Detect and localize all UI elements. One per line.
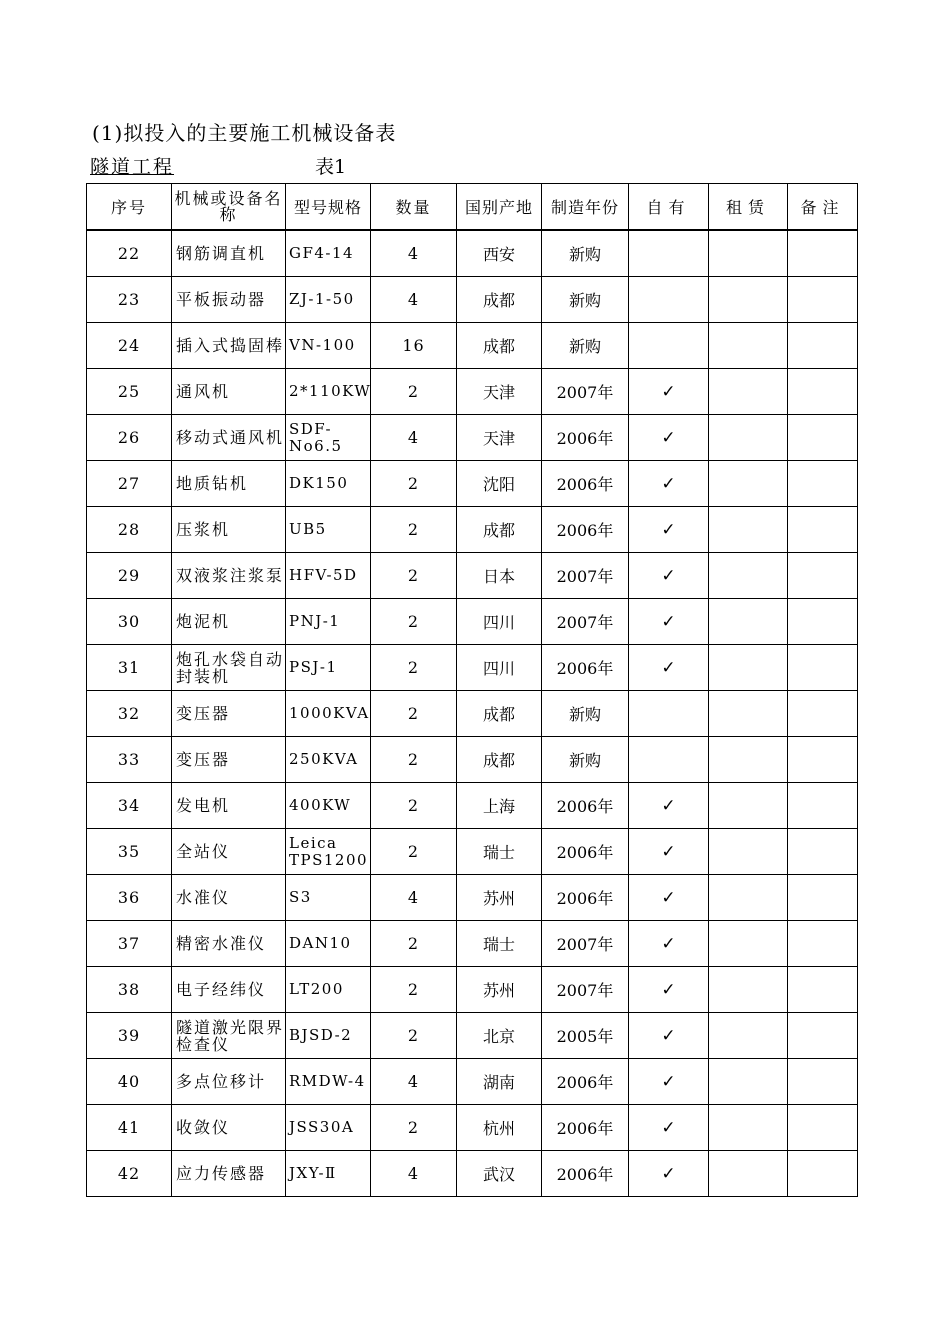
- cell-origin: 杭州: [457, 1105, 542, 1151]
- cell-own-check: ✓: [629, 921, 709, 967]
- cell-name: 地质钻机: [172, 461, 286, 507]
- cell-lease: [709, 277, 788, 323]
- cell-lease: [709, 415, 788, 461]
- cell-lease: [709, 783, 788, 829]
- cell-year: 2007年: [542, 369, 629, 415]
- cell-model: 250KVA: [286, 737, 371, 783]
- cell-model: ZJ-1-50: [286, 277, 371, 323]
- header-seq: 序号: [87, 184, 172, 231]
- cell-model: UB5: [286, 507, 371, 553]
- cell-model: S3: [286, 875, 371, 921]
- table-row: [87, 1151, 858, 1197]
- cell-name: 发电机: [172, 783, 286, 829]
- cell-note: [788, 737, 858, 783]
- cell-own-check: ✓: [629, 967, 709, 1013]
- cell-origin: 四川: [457, 599, 542, 645]
- cell-qty: 2: [371, 461, 457, 507]
- cell-name: 隧道激光限界检查仪: [172, 1013, 286, 1059]
- cell-year: 新购: [542, 323, 629, 369]
- cell-year: 2006年: [542, 829, 629, 875]
- cell-seq: 26: [87, 415, 172, 461]
- cell-qty: 2: [371, 507, 457, 553]
- cell-note: [788, 967, 858, 1013]
- table-row: [87, 415, 858, 461]
- table-number: 表1: [315, 156, 347, 178]
- cell-name: 水准仪: [172, 875, 286, 921]
- cell-origin: 武汉: [457, 1151, 542, 1197]
- cell-model: SDF-No6.5: [286, 415, 371, 461]
- cell-model: PSJ-1: [286, 645, 371, 691]
- cell-qty: 2: [371, 1105, 457, 1151]
- table-row: [87, 967, 858, 1013]
- cell-note: [788, 415, 858, 461]
- cell-own-check: [629, 737, 709, 783]
- table-row: [87, 645, 858, 691]
- cell-own-check: ✓: [629, 369, 709, 415]
- cell-qty: 4: [371, 230, 457, 277]
- cell-lease: [709, 691, 788, 737]
- cell-model: GF4-14: [286, 230, 371, 277]
- document-title: (1)拟投入的主要施工机械设备表: [92, 121, 397, 145]
- cell-year: 2006年: [542, 461, 629, 507]
- cell-own-check: ✓: [629, 599, 709, 645]
- header-own: 自有: [629, 184, 709, 231]
- cell-own-check: ✓: [629, 829, 709, 875]
- cell-model: LT200: [286, 967, 371, 1013]
- cell-qty: 16: [371, 323, 457, 369]
- cell-seq: 25: [87, 369, 172, 415]
- cell-seq: 31: [87, 645, 172, 691]
- cell-name: 炮泥机: [172, 599, 286, 645]
- cell-seq: 41: [87, 1105, 172, 1151]
- cell-name: 精密水准仪: [172, 921, 286, 967]
- table-header-row: [87, 184, 858, 231]
- cell-lease: [709, 507, 788, 553]
- cell-origin: 北京: [457, 1013, 542, 1059]
- cell-note: [788, 1105, 858, 1151]
- cell-note: [788, 1013, 858, 1059]
- cell-name: 变压器: [172, 691, 286, 737]
- cell-seq: 33: [87, 737, 172, 783]
- cell-lease: [709, 829, 788, 875]
- cell-seq: 32: [87, 691, 172, 737]
- cell-own-check: [629, 323, 709, 369]
- cell-note: [788, 691, 858, 737]
- cell-year: 新购: [542, 277, 629, 323]
- cell-model: 2*110KW: [286, 369, 371, 415]
- cell-origin: 成都: [457, 691, 542, 737]
- cell-own-check: ✓: [629, 1059, 709, 1105]
- cell-origin: 沈阳: [457, 461, 542, 507]
- cell-name: 双液浆注浆泵: [172, 553, 286, 599]
- table-row: [87, 599, 858, 645]
- equipment-table: [86, 183, 858, 1197]
- cell-year: 新购: [542, 230, 629, 277]
- cell-origin: 成都: [457, 737, 542, 783]
- cell-note: [788, 277, 858, 323]
- cell-origin: 苏州: [457, 967, 542, 1013]
- cell-model: HFV-5D: [286, 553, 371, 599]
- cell-name: 通风机: [172, 369, 286, 415]
- cell-qty: 2: [371, 829, 457, 875]
- cell-name: 移动式通风机: [172, 415, 286, 461]
- cell-own-check: ✓: [629, 645, 709, 691]
- cell-own-check: ✓: [629, 461, 709, 507]
- cell-lease: [709, 369, 788, 415]
- cell-year: 新购: [542, 737, 629, 783]
- cell-qty: 2: [371, 737, 457, 783]
- cell-seq: 36: [87, 875, 172, 921]
- cell-qty: 4: [371, 277, 457, 323]
- cell-year: 新购: [542, 691, 629, 737]
- cell-lease: [709, 645, 788, 691]
- cell-model: Leica TPS1200: [286, 829, 371, 875]
- cell-year: 2006年: [542, 507, 629, 553]
- cell-qty: 2: [371, 691, 457, 737]
- cell-note: [788, 829, 858, 875]
- cell-qty: 2: [371, 921, 457, 967]
- cell-note: [788, 507, 858, 553]
- section-label: 隧道工程: [90, 156, 175, 178]
- cell-year: 2006年: [542, 1059, 629, 1105]
- cell-name: 钢筋调直机: [172, 230, 286, 277]
- cell-seq: 24: [87, 323, 172, 369]
- cell-name: 电子经纬仪: [172, 967, 286, 1013]
- cell-seq: 28: [87, 507, 172, 553]
- cell-year: 2006年: [542, 1151, 629, 1197]
- cell-name: 多点位移计: [172, 1059, 286, 1105]
- table-row: [87, 737, 858, 783]
- cell-lease: [709, 461, 788, 507]
- cell-name: 变压器: [172, 737, 286, 783]
- cell-model: DK150: [286, 461, 371, 507]
- cell-year: 2006年: [542, 875, 629, 921]
- cell-name: 应力传感器: [172, 1151, 286, 1197]
- table-row: [87, 230, 858, 277]
- cell-note: [788, 369, 858, 415]
- table-row: [87, 829, 858, 875]
- table-row: [87, 691, 858, 737]
- cell-qty: 2: [371, 1013, 457, 1059]
- cell-own-check: ✓: [629, 507, 709, 553]
- cell-lease: [709, 921, 788, 967]
- cell-own-check: [629, 230, 709, 277]
- cell-note: [788, 875, 858, 921]
- header-qty: 数量: [371, 184, 457, 231]
- cell-lease: [709, 1151, 788, 1197]
- cell-name: 收敛仪: [172, 1105, 286, 1151]
- table-row: [87, 507, 858, 553]
- cell-seq: 42: [87, 1151, 172, 1197]
- cell-seq: 40: [87, 1059, 172, 1105]
- cell-lease: [709, 875, 788, 921]
- cell-lease: [709, 599, 788, 645]
- cell-note: [788, 783, 858, 829]
- cell-origin: 日本: [457, 553, 542, 599]
- cell-origin: 上海: [457, 783, 542, 829]
- cell-qty: 2: [371, 967, 457, 1013]
- cell-origin: 西安: [457, 230, 542, 277]
- cell-year: 2007年: [542, 599, 629, 645]
- table-row: [87, 553, 858, 599]
- cell-origin: 成都: [457, 323, 542, 369]
- cell-seq: 39: [87, 1013, 172, 1059]
- cell-name: 压浆机: [172, 507, 286, 553]
- cell-own-check: ✓: [629, 1151, 709, 1197]
- cell-qty: 4: [371, 1151, 457, 1197]
- cell-lease: [709, 230, 788, 277]
- cell-qty: 2: [371, 783, 457, 829]
- cell-name: 全站仪: [172, 829, 286, 875]
- cell-note: [788, 1059, 858, 1105]
- cell-model: BJSD-2: [286, 1013, 371, 1059]
- header-model: 型号规格: [286, 184, 371, 231]
- cell-own-check: ✓: [629, 553, 709, 599]
- cell-lease: [709, 1059, 788, 1105]
- cell-seq: 22: [87, 230, 172, 277]
- header-lease: 租赁: [709, 184, 788, 231]
- cell-seq: 27: [87, 461, 172, 507]
- cell-seq: 37: [87, 921, 172, 967]
- cell-model: DAN10: [286, 921, 371, 967]
- cell-lease: [709, 737, 788, 783]
- cell-origin: 瑞士: [457, 829, 542, 875]
- cell-origin: 湖南: [457, 1059, 542, 1105]
- cell-origin: 四川: [457, 645, 542, 691]
- cell-qty: 2: [371, 599, 457, 645]
- table-row: [87, 875, 858, 921]
- cell-seq: 35: [87, 829, 172, 875]
- header-origin: 国别产地: [457, 184, 542, 231]
- cell-origin: 瑞士: [457, 921, 542, 967]
- table-row: [87, 323, 858, 369]
- cell-note: [788, 553, 858, 599]
- header-year: 制造年份: [542, 184, 629, 231]
- cell-note: [788, 645, 858, 691]
- cell-own-check: ✓: [629, 875, 709, 921]
- cell-seq: 30: [87, 599, 172, 645]
- cell-year: 2007年: [542, 921, 629, 967]
- cell-own-check: [629, 691, 709, 737]
- cell-qty: 4: [371, 1059, 457, 1105]
- cell-lease: [709, 1013, 788, 1059]
- cell-qty: 2: [371, 645, 457, 691]
- table-row: [87, 461, 858, 507]
- cell-origin: 成都: [457, 507, 542, 553]
- table-row: [87, 1059, 858, 1105]
- header-name: 机械或设备名称: [172, 184, 286, 231]
- cell-name: 炮孔水袋自动封装机: [172, 645, 286, 691]
- cell-model: JSS30A: [286, 1105, 371, 1151]
- cell-year: 2006年: [542, 415, 629, 461]
- cell-model: 1000KVA: [286, 691, 371, 737]
- cell-model: VN-100: [286, 323, 371, 369]
- cell-own-check: [629, 277, 709, 323]
- cell-model: PNJ-1: [286, 599, 371, 645]
- cell-own-check: ✓: [629, 1105, 709, 1151]
- table-row: [87, 1105, 858, 1151]
- cell-model: RMDW-4: [286, 1059, 371, 1105]
- cell-qty: 4: [371, 415, 457, 461]
- cell-origin: 成都: [457, 277, 542, 323]
- cell-own-check: ✓: [629, 1013, 709, 1059]
- cell-qty: 4: [371, 875, 457, 921]
- cell-model: JXY-Ⅱ: [286, 1151, 371, 1197]
- cell-note: [788, 230, 858, 277]
- table-row: [87, 921, 858, 967]
- cell-qty: 2: [371, 553, 457, 599]
- cell-lease: [709, 967, 788, 1013]
- cell-name: 平板振动器: [172, 277, 286, 323]
- cell-year: 2007年: [542, 553, 629, 599]
- cell-seq: 38: [87, 967, 172, 1013]
- cell-note: [788, 921, 858, 967]
- cell-note: [788, 599, 858, 645]
- cell-origin: 天津: [457, 415, 542, 461]
- table-row: [87, 1013, 858, 1059]
- cell-lease: [709, 553, 788, 599]
- cell-year: 2006年: [542, 1105, 629, 1151]
- cell-note: [788, 1151, 858, 1197]
- cell-seq: 23: [87, 277, 172, 323]
- cell-qty: 2: [371, 369, 457, 415]
- cell-own-check: ✓: [629, 783, 709, 829]
- cell-seq: 34: [87, 783, 172, 829]
- cell-origin: 苏州: [457, 875, 542, 921]
- cell-lease: [709, 323, 788, 369]
- table-row: [87, 783, 858, 829]
- cell-year: 2006年: [542, 783, 629, 829]
- cell-year: 2006年: [542, 645, 629, 691]
- header-note: 备注: [788, 184, 858, 231]
- cell-name: 插入式捣固棒: [172, 323, 286, 369]
- cell-note: [788, 461, 858, 507]
- cell-origin: 天津: [457, 369, 542, 415]
- cell-lease: [709, 1105, 788, 1151]
- cell-year: 2007年: [542, 967, 629, 1013]
- table-row: [87, 277, 858, 323]
- cell-year: 2005年: [542, 1013, 629, 1059]
- cell-note: [788, 323, 858, 369]
- cell-model: 400KW: [286, 783, 371, 829]
- cell-seq: 29: [87, 553, 172, 599]
- cell-own-check: ✓: [629, 415, 709, 461]
- table-row: [87, 369, 858, 415]
